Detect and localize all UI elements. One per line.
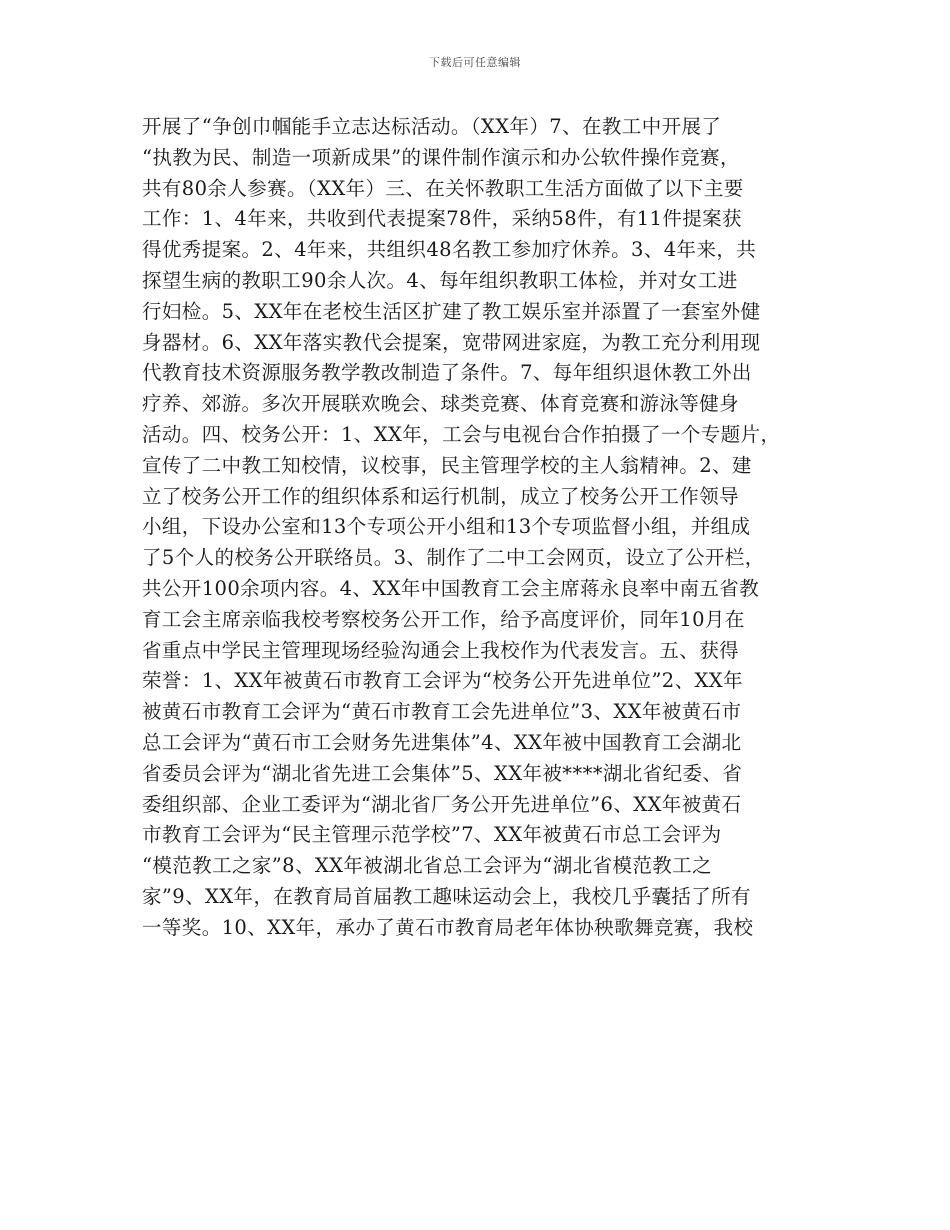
text-line: 省委员会评为“湖北省先进工会集体”5、XX年被****湖北省纪委、省 [142,761,743,785]
text-line: 代教育技术资源服务教学教改制造了条件。7、每年组织退休教工外出 [142,361,752,385]
page-header: 下载后可任意编辑 [429,56,521,69]
text-line: 总工会评为“黄石市工会财务先进集体”4、XX年被中国教育工会湖北 [142,730,742,754]
text-line: 市教育工会评为“民主管理示范学校”7、XX年被黄石市总工会评为 [142,823,722,847]
text-line: 工作：1、4年来，共收到代表提案78件，采纳58件，有11件提案获 [142,207,742,231]
text-line: 育工会主席亲临我校考察校务公开工作，给予高度评价，同年10月在 [142,607,745,631]
text-line: 活动。四、校务公开：1、XX年，工会与电视台合作拍摄了一个专题片， [142,422,781,446]
text-line: 小组，下设办公室和13个专项公开小组和13个专项监督小组，并组成 [142,515,751,539]
text-line: “执教为民、制造一项新成果”的课件制作演示和办公软件操作竞赛， [142,145,740,169]
text-line: 共公开100余项内容。4、XX年中国教育工会主席蒋永良率中南五省教 [142,576,760,600]
text-line: 家”9、XX年，在教育局首届教工趣味运动会上，我校几乎囊括了所有 [142,884,751,908]
text-line: 一等奖。10、XX年，承办了黄石市教育局老年体协秧歌舞竞赛，我校 [142,915,754,939]
text-line: 疗养、郊游。多次开展联欢晚会、球类竞赛、体育竞赛和游泳等健身 [142,392,740,416]
text-line: 被黄石市教育工会评为“黄石市教育工会先进单位”3、XX年被黄石市 [142,700,742,724]
text-line: 共有80余人参赛。（XX年）三、在关怀教职工生活方面做了以下主要 [142,176,744,200]
text-line: 得优秀提案。2、4年来，共组织48名教工参加疗休养。3、4年来，共 [142,238,757,262]
text-line: 立了校务公开工作的组织体系和运行机制，成立了校务公开工作领导 [142,484,740,508]
text-line: 荣誉：1、XX年被黄石市教育工会评为“校务公开先进单位”2、XX年 [142,669,743,693]
text-line: 了5个人的校务公开联络员。3、制作了二中工会网页，设立了公开栏， [142,546,765,570]
text-line: 行妇检。5、XX年在老校生活区扩建了教工娱乐室并添置了一套室外健 [142,299,761,323]
text-line: 身器材。6、XX年落实教代会提案，宽带网进家庭，为教工充分利用现 [142,330,761,354]
document-body [142,112,822,944]
text-line: 省重点中学民主管理现场经验沟通会上我校作为代表发言。五、获得 [142,638,740,662]
text-line: 开展了“争创巾帼能手立志达标活动。（XX年）7、在教工中开展了 [142,115,722,138]
text-line: “模范教工之家”8、XX年被湖北省总工会评为“湖北省模范教工之 [142,854,712,878]
text-line: 宣传了二中教工知校情，议校事，民主管理学校的主人翁精神。2、建 [142,453,752,477]
text-line: 探望生病的教职工90余人次。4、每年组织教职工体检，并对女工进 [142,268,738,292]
text-line: 委组织部、企业工委评为“湖北省厂务公开先进单位”6、XX年被黄石 [142,792,742,816]
